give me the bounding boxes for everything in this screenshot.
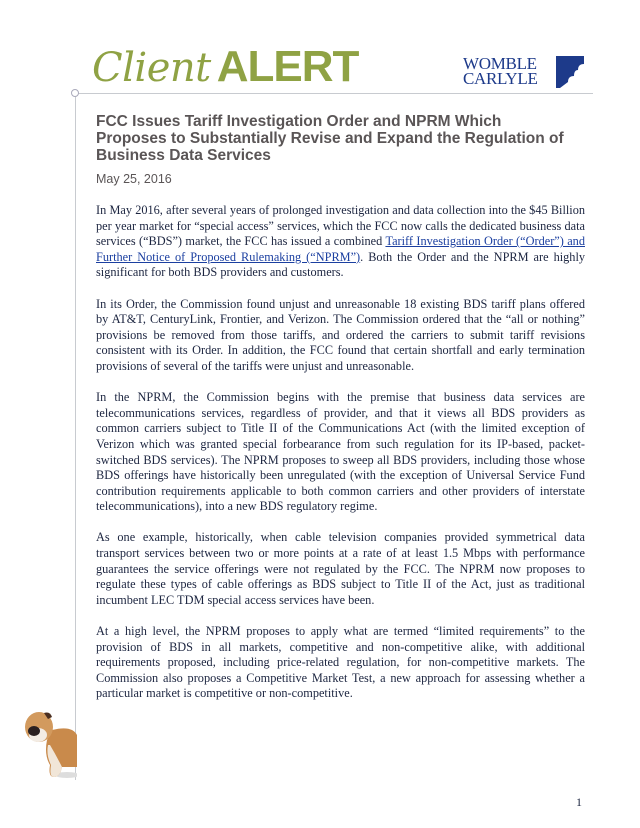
article-body [96, 203, 585, 718]
paragraph-2: In its Order, the Commission found unjust and unreasonable 18 existing BDS tariff plans offered by AT&T, CenturyLink, Frontier, and Verizon. The Commission ordered that the “all or nothing” provisions be removed from those tariffs, and ordered the carriers to submit tariff revisions consistent with its Order. In addition, the FCC found that certain shortfall and early termination provisions of several of the tariffs were unjust and unreasonable. [96, 296, 585, 373]
bulldog-image [22, 705, 77, 780]
paragraph-4: As one example, historically, when cable television companies provided symmetrical data transport services between two or more points at a rate of at least 1.5 Mbps with performance guarantees the service offerings were not regulated by the FCC. The NPRM now proposes to regulate these types of cable offerings as BDS subject to Title II of the Act, just as traditional incumbent LEC TDM special access services have been. [96, 530, 585, 607]
order-nprm-link[interactable]: Tariff Investigation Order (“Order”) and Further Notice of Proposed Rulemaking (“NPRM”) [96, 234, 585, 264]
logo-mark-icon [556, 56, 584, 88]
logo-line2: CARLYLE [463, 69, 538, 88]
header-divider [75, 93, 593, 94]
divider-node [71, 89, 79, 97]
womble-carlyle-logo [463, 56, 538, 86]
logo-line1: WOMBLE [463, 54, 537, 73]
brand-script: Client [92, 45, 211, 91]
client-alert-logo [92, 42, 358, 92]
brand-bold: ALERT [216, 42, 359, 91]
paragraph-1 [96, 203, 585, 281]
page-number: 1 [576, 795, 582, 809]
article-title: FCC Issues Tariff Investigation Order and NPRM Which Proposes to Substantially Revise and Expand the Regulation of Business Data Services [96, 113, 564, 164]
margin-rule [75, 94, 76, 780]
p1-text-end: . Both the Order and the NPRM are highly significant for both BDS providers and customers. [96, 249, 586, 280]
paragraph-3: In the NPRM, the Commission begins with the premise that business data services are telecommunications services, regardless of provider, and that it views all BDS providers as common carriers subject to Title II of the Communications Act (with the limited exception of Verizon which was granted special forbearance from such regulation for its IP-based, packet-switched BDS services). The NPRM proposes to sweep all BDS providers, including those whose BDS offerings have historically been unregulated (with the exception of Universal Service Fund contribution requirements applicable to both common carriers and other providers of interstate telecommunications), into a new BDS regulatory regime. [96, 390, 585, 514]
article-date: May 25, 2016 [96, 172, 172, 186]
p1-text: In May 2016, after several years of prolonged investigation and data collection into the $45 Billion per year market for “special access” services, which the FCC now calls the dedicated business data services (“BDS”) market, the FCC has issued a combined [96, 203, 585, 249]
paragraph-5: At a high level, the NPRM proposes to apply what are termed “limited requirements” to the provision of BDS in all markets, competitive and non-competitive alike, with additional requirements proposed, including price-related regulation, for non-competitive markets. The Commission also proposes a Competitive Market Test, a new approach for assessing whether a particular market is competitive or non-competitive. [96, 624, 585, 701]
